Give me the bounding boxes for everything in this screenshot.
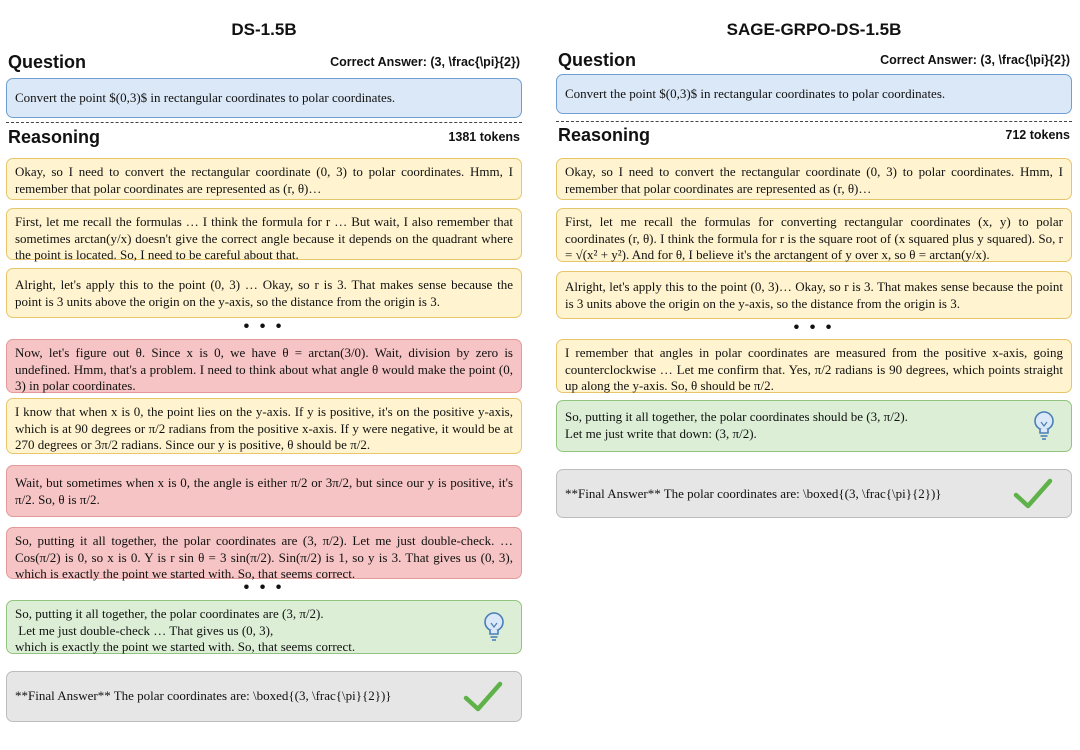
reasoning-step: Okay, so I need to convert the rectangular coordinate (0, 3) to polar coordinates. Hmm, I remember that polar coordinates are represented as (r, θ)… bbox=[556, 158, 1072, 200]
key-step-line: So, putting it all together, the polar coordinates should be (3, π/2). bbox=[565, 409, 908, 424]
key-step-line: which is exactly the point we started with. So, that seems correct. bbox=[15, 639, 356, 654]
lightbulb-icon bbox=[1031, 410, 1057, 442]
ellipsis: • • • bbox=[243, 318, 285, 335]
ellipsis: • • • bbox=[793, 319, 835, 336]
reasoning-label: Reasoning bbox=[558, 125, 651, 145]
correct-answer: Correct Answer: (3, \frac{\pi}{2}) bbox=[330, 55, 520, 69]
key-step-line: So, putting it all together, the polar coordinates are (3, π/2). bbox=[15, 606, 324, 621]
key-step-line: Let me just write that down: (3, π/2). bbox=[565, 425, 757, 441]
reasoning-step: Alright, let's apply this to the point (0, 3)… Okay, so r is 3. That makes sense because the point is 3 units above the origin on the y-axis, so the distance from the origin is 3. bbox=[556, 271, 1072, 319]
token-count: 712 tokens bbox=[1005, 128, 1070, 142]
reasoning-step: I remember that angles in polar coordinates are measured from the positive x-axis, going counterclockwise … Let me confirm that. Yes, π/2 radians is 90 degrees, which points straight up along the y-axis. So, θ should be π/2. bbox=[556, 339, 1072, 393]
final-answer-box bbox=[556, 469, 1072, 518]
question-box: Convert the point $(0,3)$ in rectangular coordinates to polar coordinates. bbox=[6, 78, 522, 118]
ellipsis: • • • bbox=[243, 579, 285, 596]
key-reasoning-step bbox=[556, 400, 1072, 452]
panel-title: SAGE-GRPO-DS-1.5B bbox=[726, 20, 902, 39]
checkmark-icon bbox=[463, 680, 503, 714]
reasoning-step: First, let me recall the formulas … I think the formula for r … But wait, I also remember that sometimes arctan(y/x) doesn't give the correct angle because it depends on the quadrant where the point is located. So, I need to be careful about that. bbox=[6, 208, 522, 260]
correct-answer: Correct Answer: (3, \frac{\pi}{2}) bbox=[880, 53, 1070, 67]
separator bbox=[556, 121, 1072, 122]
reasoning-step: I know that when x is 0, the point lies on the y-axis. If y is positive, it's on the positive y-axis, which is at 90 degrees or π/2 radians from the positive x-axis. If y were negative, it would be at 270 degrees or 3π/2 radians. Since our y is positive, θ should be π/2. bbox=[6, 398, 522, 454]
reasoning-step: Alright, let's apply this to the point (0, 3) … Okay, so r is 3. That makes sense because the point is 3 units above the origin on the y-axis, so the distance from the origin is 3. bbox=[6, 268, 522, 318]
question-box: Convert the point $(0,3)$ in rectangular coordinates to polar coordinates. bbox=[556, 74, 1072, 114]
wrong-reasoning-step: Wait, but sometimes when x is 0, the angle is either π/2 or 3π/2, but since our y is positive, it's π/2. So, θ is π/2. bbox=[6, 465, 522, 517]
reasoning-step: First, let me recall the formulas for converting rectangular coordinates (x, y) to polar coordinates (r, θ). I think the formula for r is the square root of (x squared plus y squared). So, r = √(x² + y²). And for θ, I believe it's the arctangent of y over x, so θ = arctan(y/x). bbox=[556, 208, 1072, 262]
token-count: 1381 tokens bbox=[448, 130, 520, 144]
question-label: Question bbox=[8, 52, 87, 72]
final-answer: **Final Answer** The polar coordinates are: \boxed{(3, \frac{\pi}{2})} bbox=[565, 486, 942, 501]
separator bbox=[6, 122, 522, 123]
checkmark-icon bbox=[1013, 477, 1053, 511]
lightbulb-icon bbox=[481, 611, 507, 643]
wrong-reasoning-step: So, putting it all together, the polar coordinates are (3, π/2). Let me just double-check. … Cos(π/2) is 0, so x is 0. Y is r sin θ = 3 sin(π/2). Sin(π/2) is 1, so y is 3. That gives us (0, 3), which is exactly the point we started with. So, that seems correct. bbox=[6, 527, 522, 579]
question-label: Question bbox=[558, 50, 637, 70]
wrong-reasoning-step: Now, let's figure out θ. Since x is 0, we have θ = arctan(3/0). Wait, division by zero is undefined. Hmm, that's a problem. I need to think about what angle θ would make the point (0, 3) in polar coordinates. bbox=[6, 339, 522, 393]
reasoning-step: Okay, so I need to convert the rectangular coordinate (0, 3) to polar coordinates. Hmm, I remember that polar coordinates are represented as (r, θ)… bbox=[6, 158, 522, 200]
final-answer: **Final Answer** The polar coordinates are: \boxed{(3, \frac{\pi}{2})} bbox=[15, 688, 392, 703]
reasoning-label: Reasoning bbox=[8, 127, 101, 147]
panel-title: DS-1.5B bbox=[231, 20, 297, 39]
key-step-line: Let me just double-check … That gives us (0, 3), bbox=[15, 622, 274, 638]
final-answer-box bbox=[6, 671, 522, 722]
key-reasoning-step bbox=[6, 600, 522, 654]
